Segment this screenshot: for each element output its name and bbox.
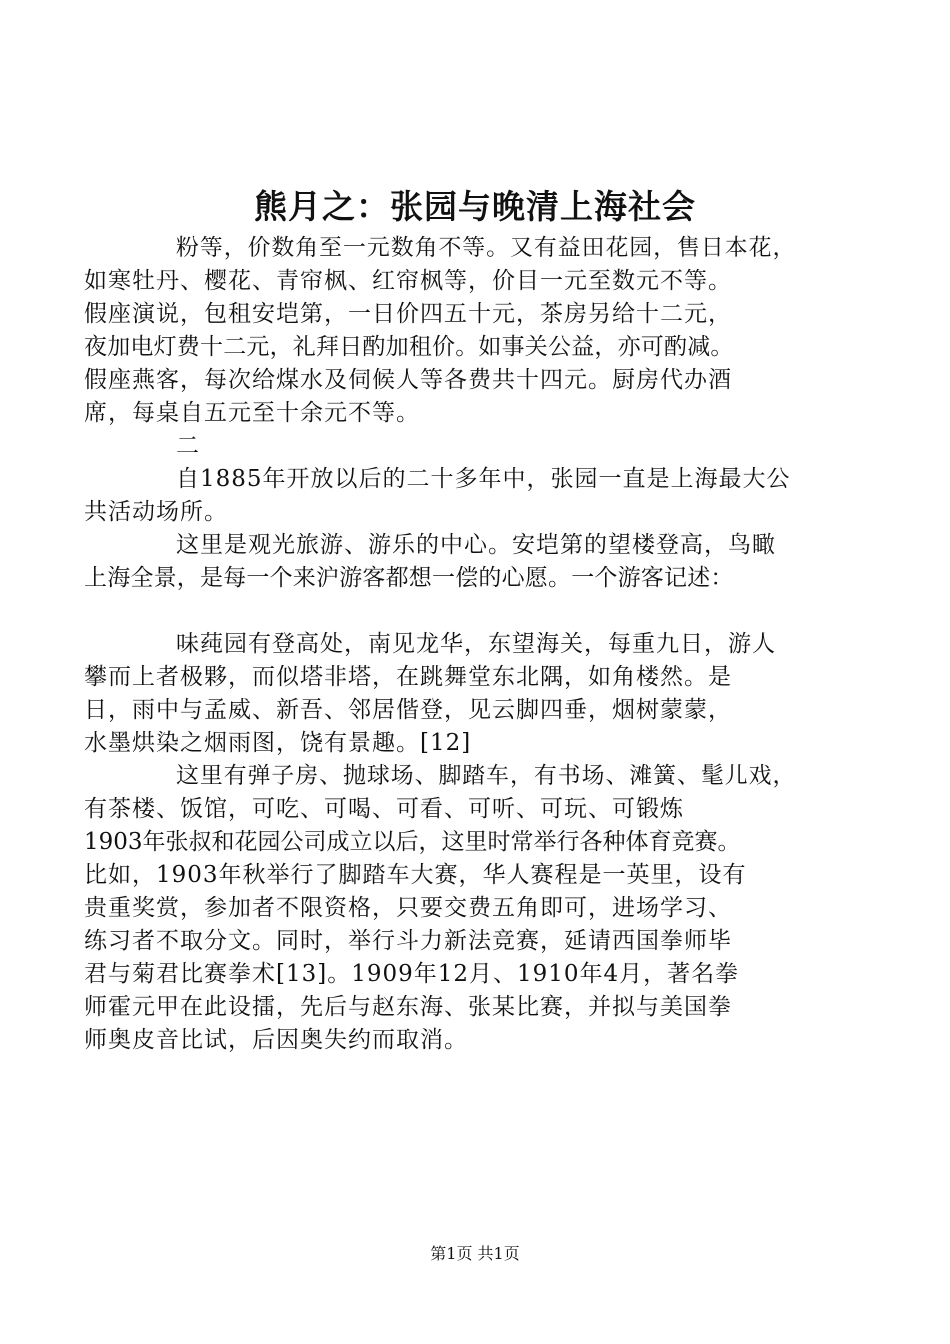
- text-line: 上海全景，是每一个来沪游客都想一偿的心愿。一个游客记述：: [84, 565, 734, 591]
- section-number: [130, 430, 842, 463]
- text-line: 师奥皮音比试，后因奥失约而取消。: [84, 1027, 468, 1053]
- paragraph: [84, 463, 842, 529]
- paragraph: [84, 529, 842, 595]
- text-line: 如寒牡丹、樱花、青帘枫、红帘枫等，价目一元至数元不等。: [84, 268, 732, 294]
- text-line: 日，雨中与孟威、新吾、邻居偕登，见云脚四垂，烟树蒙蒙，: [84, 697, 732, 723]
- text-line: 攀而上者极夥，而似塔非塔，在跳舞堂东北隅，如角楼然。是: [84, 664, 732, 690]
- text-line: 粉等，价数角至一元数角不等。又有益田花园，售日本花，: [176, 235, 797, 261]
- text-line: 贵重奖赏，参加者不限资格，只要交费五角即可，进场学习、: [84, 895, 732, 921]
- document-title: 熊月之：张园与晚清上海社会: [254, 187, 696, 226]
- text-line: 有茶楼、饭馆，可吃、可喝、可看、可听、可玩、可锻炼: [84, 796, 684, 822]
- text-line: 练习者不取分文。同时，举行斗力新法竞赛，延请西国拳师毕: [84, 928, 732, 954]
- text-line: 共活动场所。: [84, 499, 228, 525]
- blank-line: [130, 595, 842, 628]
- text-line: 味莼园有登高处，南见龙华，东望海关，每重九日，游人: [176, 631, 776, 657]
- text-line: 席，每桌自五元至十余元不等。: [84, 400, 420, 426]
- text-line: 1903年张叔和花园公司成立以后，这里时常举行各种体育竞赛。: [84, 829, 741, 855]
- quotation: [84, 628, 842, 760]
- text-line: 君与菊君比赛拳术[13]。1909年12月、1910年4月，著名拳: [84, 961, 740, 987]
- page-footer: 第1页 共1页: [430, 1244, 520, 1263]
- text-line: 假座燕客，每次给煤水及伺候人等各费共十四元。厨房代办酒: [84, 367, 732, 393]
- document-body: [84, 232, 842, 1057]
- text-line: 这里有弹子房、抛球场、脚踏车，有书场、滩簧、髦儿戏，: [176, 763, 797, 789]
- text-line: 假座演说，包租安垲第，一日价四五十元，茶房另给十二元，: [84, 301, 732, 327]
- text-line: 水墨烘染之烟雨图，饶有景趣。[12]: [84, 730, 472, 756]
- paragraph: [84, 760, 842, 1057]
- text-line: 这里是观光旅游、游乐的中心。安垲第的望楼登高，鸟瞰: [176, 532, 776, 558]
- text-line: 夜加电灯费十二元，礼拜日酌加租价。如事关公益，亦可酌减。: [84, 334, 734, 360]
- text-line: 二: [176, 433, 200, 459]
- text-line: 比如，1903年秋举行了脚踏车大赛，华人赛程是一英里，设有: [84, 862, 747, 888]
- text-line: 自1885年开放以后的二十多年中，张园一直是上海最大公: [176, 466, 791, 492]
- paragraph: [84, 232, 842, 430]
- text-line: 师霍元甲在此设擂，先后与赵东海、张某比赛，并拟与美国拳: [84, 994, 732, 1020]
